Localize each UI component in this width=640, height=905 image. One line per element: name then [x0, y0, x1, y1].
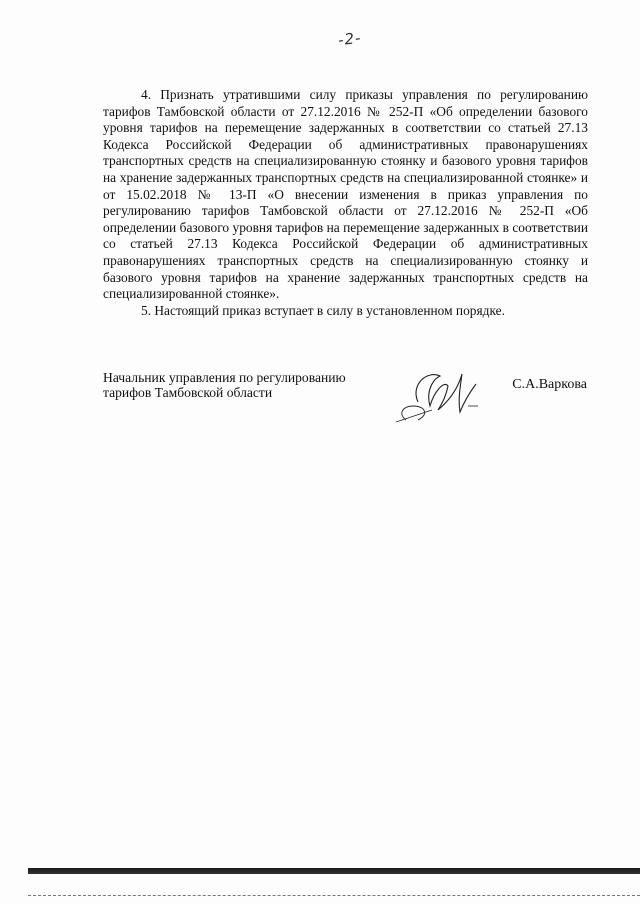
signatory-position	[103, 370, 373, 400]
scan-edge-marks	[28, 895, 640, 897]
signatory-name: С.А.Варкова	[512, 377, 587, 392]
position-line-2: тарифов Тамбовской области	[103, 385, 273, 400]
position-line-1: Начальник управления по регулированию	[103, 370, 346, 385]
handwritten-signature	[388, 362, 498, 424]
signature-block	[103, 370, 593, 430]
paragraph-4: 4. Признать утратившими силу приказы управления по регулированию тарифов Тамбовской области от 27.12.2016 № 252-П «Об определении базового уровня тарифов на перемещение задержанных в соответствии со статьей 27.13 Кодекса Российской Федерации об административных правонарушениях транспортных средств на специализированную стоянку и базового уровня тарифов на хранение задержанных транспортных средств на специализированной стоянке» и от 15.02.2018 № 13-П «О внесении изменения в приказ управления по регулированию тарифов Тамбовской области от 27.12.2016 № 252-П «Об определении базового уровня тарифов на перемещение задержанных в соответствии со статьей 27.13 Кодекса Российской Федерации об административных правонарушениях транспортных средств на специализированную стоянку и базового уровня тарифов на хранение задержанных транспортных средств на специализированной стоянке».	[103, 87, 588, 302]
document-body	[103, 87, 588, 319]
scan-edge-bar	[28, 868, 640, 874]
page-number: -2-	[337, 28, 363, 50]
paragraph-5: 5. Настоящий приказ вступает в силу в установленном порядке.	[141, 302, 505, 318]
